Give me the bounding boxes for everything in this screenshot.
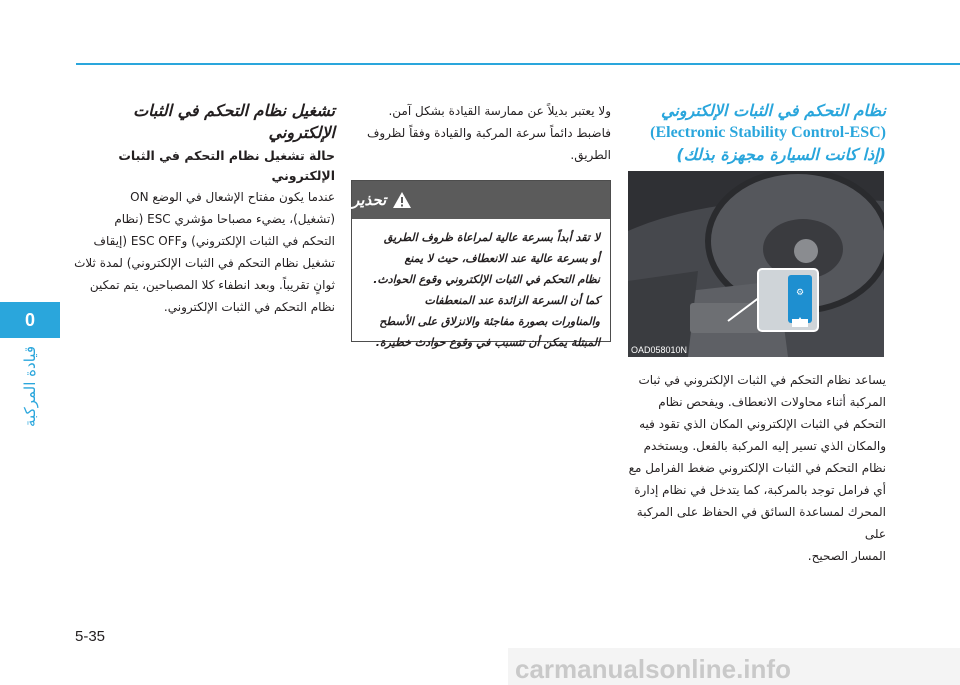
esc-button-photo <box>628 171 884 357</box>
body-line: الطريق. <box>570 148 611 162</box>
chapter-tab: 0 <box>0 302 60 338</box>
body-line: المحرك لمساعدة السائق في الحفاظ على المركبة على <box>636 505 886 541</box>
body-line: المسار الصحيح. <box>807 549 886 563</box>
section-subheading: حالة تشغيل نظام التحكم في الثبات الإلكتروني <box>118 148 335 183</box>
page-number: 5-35 <box>75 628 106 645</box>
warning-triangle-icon <box>392 191 412 209</box>
body-line: تشغيل نظام التحكم في الثبات الإلكتروني) لمدة ثلاث <box>74 256 335 270</box>
body-line: ثوانٍ تقريباً. وبعد انطفاء كلا المصباحين، يتم تمكين <box>89 278 335 292</box>
esc-description <box>628 369 886 567</box>
safety-note <box>351 100 611 166</box>
body-line: نظام التحكم في الثبات الإلكتروني. <box>163 300 335 314</box>
warning-line: المبتلة يمكن أن تتسبب في وقوع حوادث خطيرة. <box>375 336 600 349</box>
header-rule <box>76 63 960 65</box>
esc-intro-column <box>628 100 886 166</box>
body-line: والمكان الذي تسير إليه المركبة بالفعل. ويستخدم <box>643 439 886 453</box>
photo-caption: OAD058010N <box>631 345 688 355</box>
warning-title: تحذير <box>352 191 387 209</box>
section-heading: تشغيل نظام التحكم في الثبات الإلكتروني <box>133 101 335 142</box>
body-line: عندما يكون مفتاح الإشعال في الوضع ON <box>130 190 335 204</box>
body-line: (تشغيل)، يضيء مصباحا مؤشري ESC (نظام <box>114 212 335 226</box>
warning-line: نظام التحكم في الثبات الإلكتروني وقوع الحوادث. <box>373 273 600 286</box>
esc-operation-column <box>73 100 335 318</box>
watermark-text: carmanualsonline.info <box>515 654 791 684</box>
body-line: المركبة أثناء محاولات الانعطاف. ويفحص نظام <box>658 395 886 409</box>
warning-line: كما أن السرعة الزائدة عند المنعطفات <box>424 294 600 307</box>
warning-line: والمناورات بصورة مفاجئة والانزلاق على الأسطح <box>379 315 600 328</box>
warning-body <box>352 219 610 353</box>
body-line: ولا يعتبر بديلاً عن ممارسة القيادة بشكل آمن. <box>388 104 611 118</box>
warning-header <box>352 181 610 219</box>
warning-line: أو بسرعة عالية عند الانعطاف، حيث لا يمنع <box>404 252 600 265</box>
body-line: نظام التحكم في الثبات الإلكتروني ضغط الفرامل مع <box>628 461 886 475</box>
section-title-availability: (إذا كانت السيارة مجهزة بذلك) <box>676 145 886 164</box>
body-line: التحكم في الثبات الإلكتروني المكان الذي تقود فيه <box>639 417 886 431</box>
body-line: التحكم في الثبات الإلكتروني) وESC OFF (إيقاف <box>93 234 335 248</box>
warning-box <box>351 180 611 349</box>
body-line: يساعد نظام التحكم في الثبات الإلكتروني في ثبات <box>638 373 886 387</box>
dashboard-illustration <box>628 171 884 357</box>
body-line: أي فرامل توجد بالمركبة، كما يتدخل في نظام إدارة <box>634 483 886 497</box>
section-title-ar: نظام التحكم في الثبات الإلكتروني <box>661 101 886 120</box>
body-line: فاضبط دائماً سرعة المركبة والقيادة وفقاً لظروف <box>366 126 611 140</box>
chapter-label: قيادة المركبة <box>21 346 39 427</box>
section-title-en: (Electronic Stability Control-ESC) <box>650 124 886 141</box>
warning-line: لا تقد أبداً بسرعة عالية لمراعاة ظروف الطريق <box>383 231 600 244</box>
svg-text:⚙: ⚙ <box>795 288 805 298</box>
